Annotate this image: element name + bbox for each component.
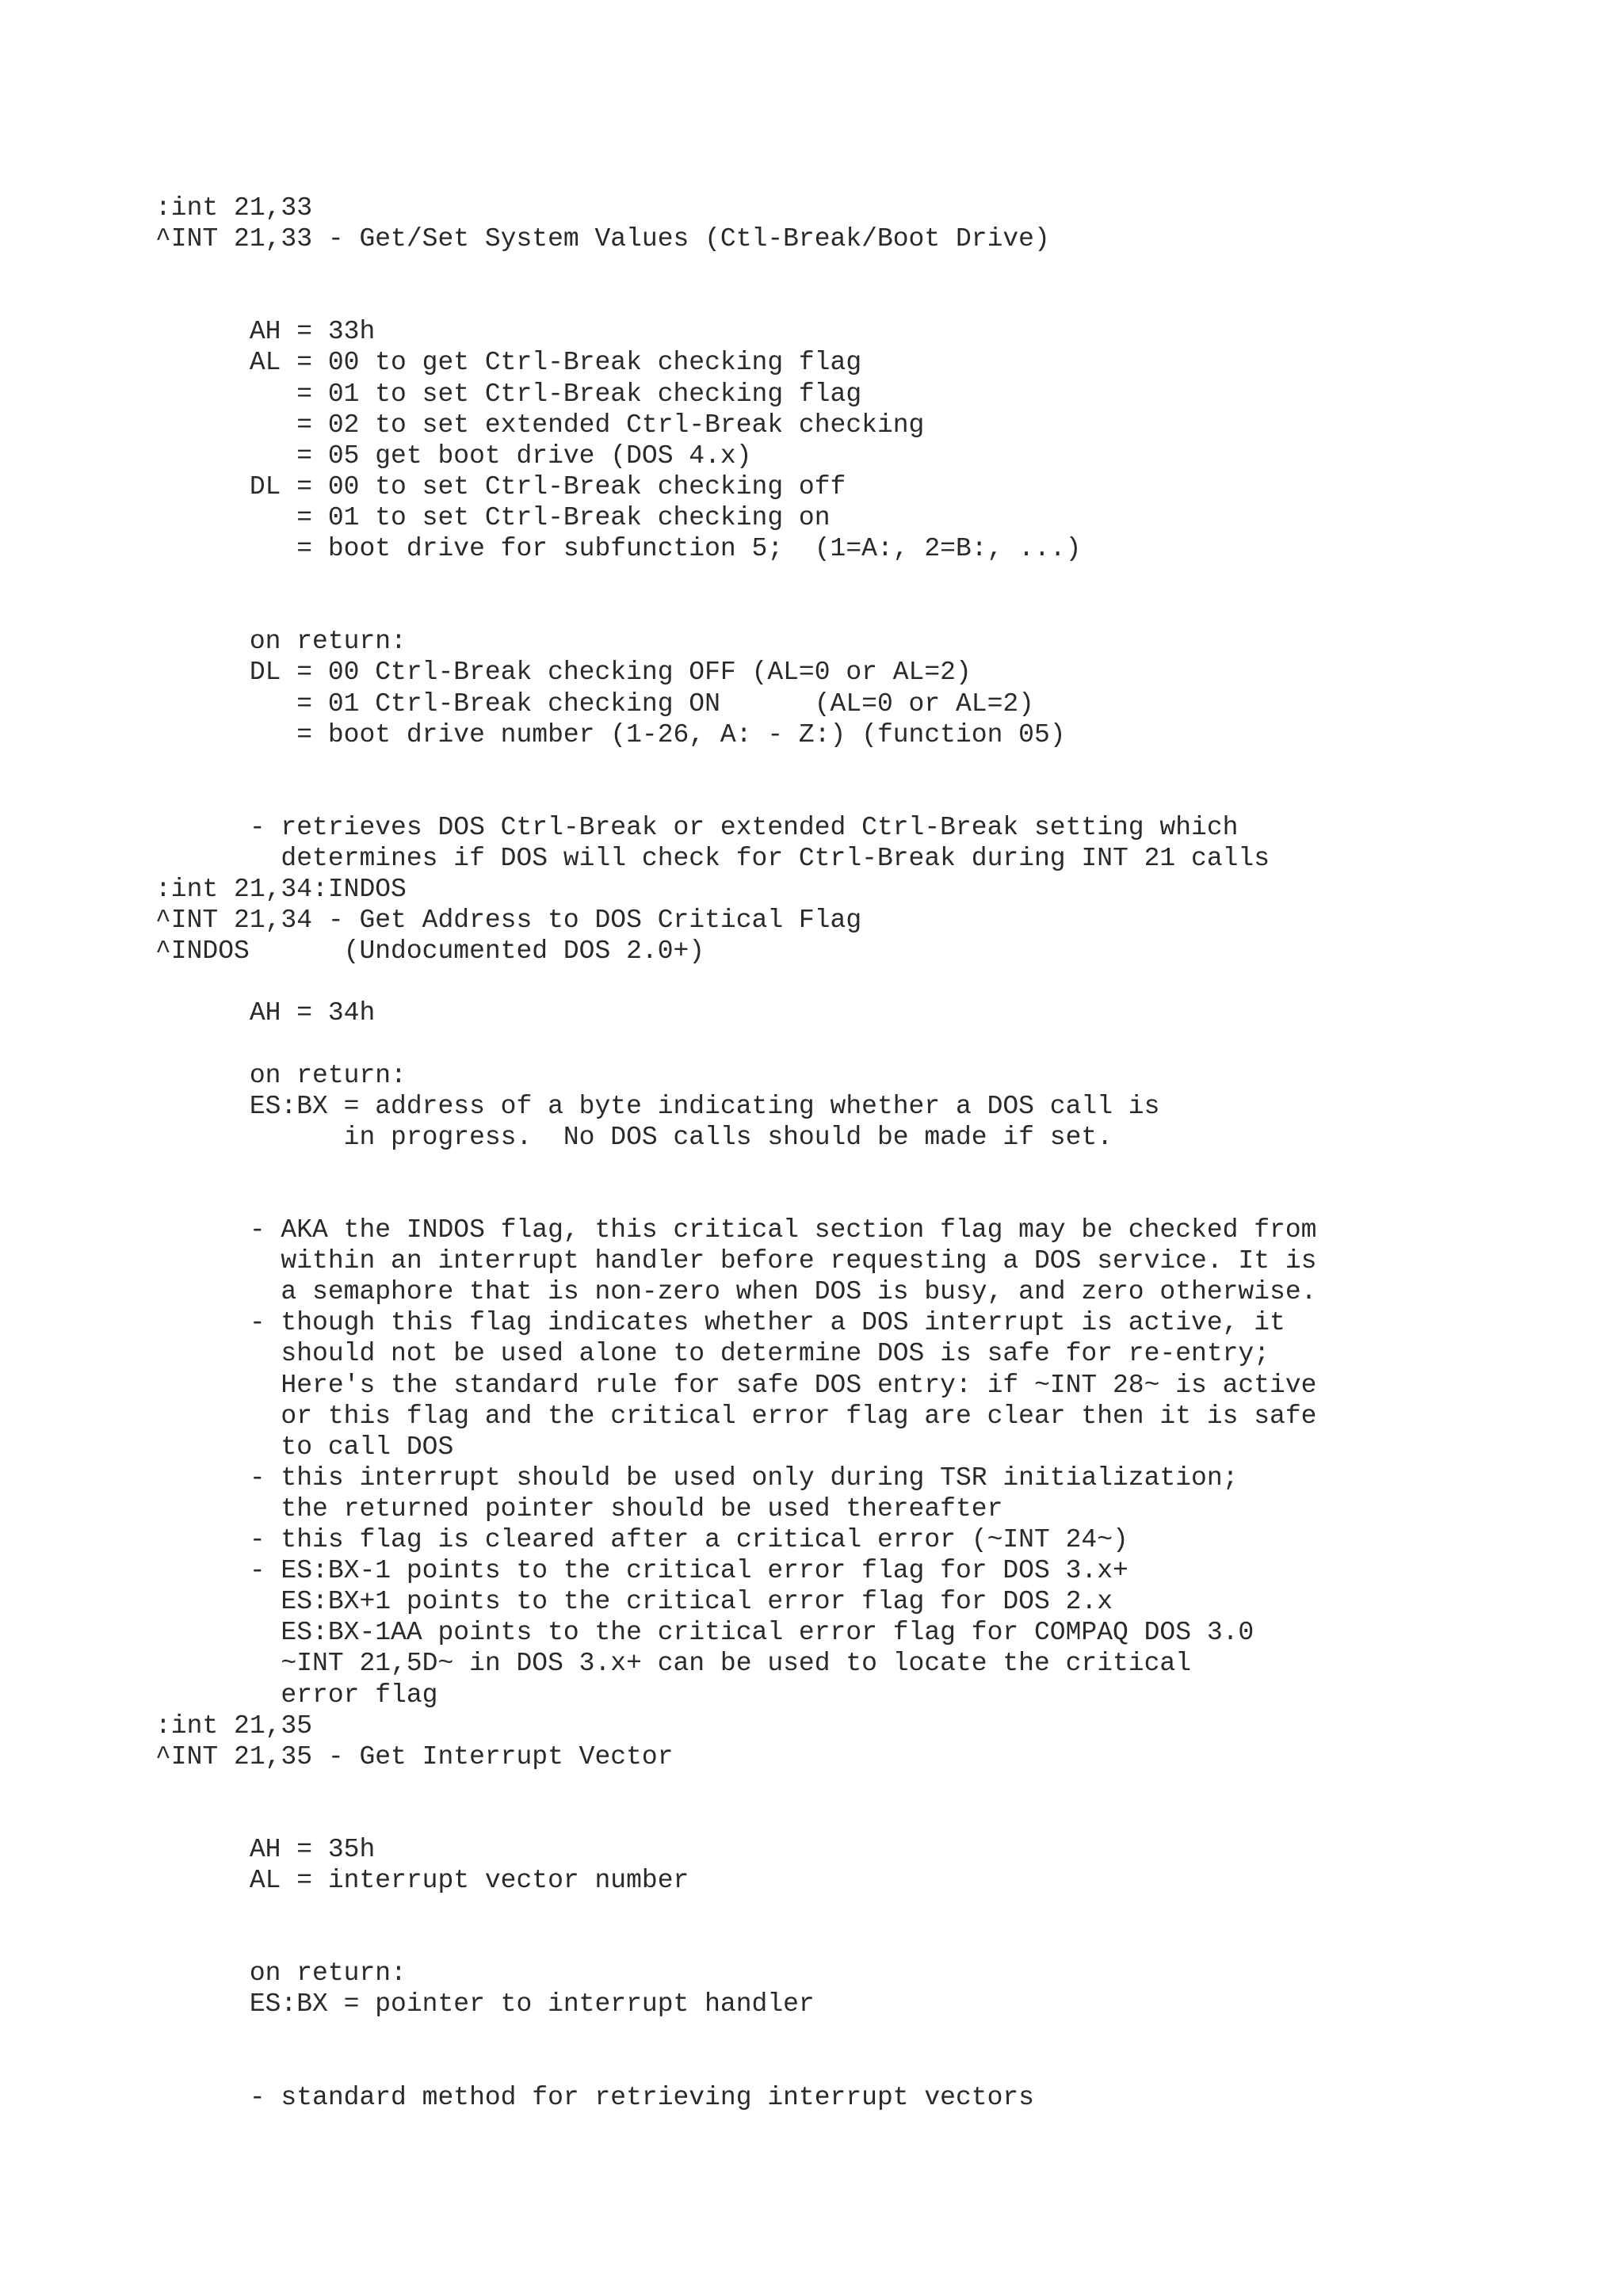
document-line [155, 1772, 1598, 1803]
document-line: ES:BX = pointer to interrupt handler [155, 1989, 815, 2019]
document-line: - this flag is cleared after a critical error (~INT 24~) [155, 1525, 1128, 1555]
document-line [155, 1896, 1598, 1927]
document-line: ^INT 21,34 - Get Address to DOS Critical Flag [155, 906, 862, 936]
document-line: DL = 00 to set Ctrl-Break checking off [155, 471, 846, 502]
document-line: = boot drive for subfunction 5; (1=A:, 2=B:, ...) [155, 534, 1082, 564]
document-line: in progress. No DOS calls should be made if set. [155, 1122, 1113, 1152]
document-line [155, 1153, 1598, 1184]
document-line: or this flag and the critical error flag are clear then it is safe [155, 1401, 1317, 1431]
document-line: = 05 get boot drive (DOS 4.x) [155, 441, 752, 471]
document-line: within an interrupt handler before requesting a DOS service. It is [155, 1246, 1317, 1276]
document-line [155, 750, 1598, 781]
document-line [155, 1029, 1598, 1060]
document-line: error flag [155, 1680, 438, 1710]
document-line: AH = 33h [155, 317, 376, 347]
document-line: = 02 to set extended Ctrl-Break checking [155, 410, 925, 440]
document-line: = 01 to set Ctrl-Break checking flag [155, 379, 862, 409]
document-line [155, 285, 1598, 316]
document-line: - AKA the INDOS flag, this critical section flag may be checked from [155, 1215, 1317, 1245]
document-line: to call DOS [155, 1432, 454, 1462]
document-line: ES:BX = address of a byte indicating whether a DOS call is [155, 1091, 1160, 1121]
document-line: AH = 35h [155, 1834, 376, 1864]
document-line: on return: [155, 627, 407, 657]
document-line [155, 1803, 1598, 1834]
document-line: ~INT 21,5D~ in DOS 3.x+ can be used to locate the critical [155, 1649, 1192, 1679]
document-line: AL = interrupt vector number [155, 1866, 689, 1896]
document-line: ^INDOS (Undocumented DOS 2.0+) [155, 936, 705, 967]
document-line: the returned pointer should be used thereafter [155, 1493, 1003, 1524]
document-line: ^INT 21,33 - Get/Set System Values (Ctl-Break/Boot Drive) [155, 224, 1050, 254]
document-line [155, 781, 1598, 812]
document-line: - this interrupt should be used only during TSR initialization; [155, 1463, 1239, 1493]
document-line [155, 2020, 1598, 2051]
document-line: = boot drive number (1-26, A: - Z:) (function 05) [155, 719, 1066, 749]
document-line: should not be used alone to determine DOS is safe for re-entry; [155, 1339, 1270, 1369]
document-line: - retrieves DOS Ctrl-Break or extended Ctrl-Break setting which [155, 812, 1239, 842]
document-line: :int 21,33 [155, 193, 313, 223]
document-line: Here's the standard rule for safe DOS entry: if ~INT 28~ is active [155, 1370, 1317, 1400]
document-line: ^INT 21,35 - Get Interrupt Vector [155, 1741, 674, 1772]
document-line: - ES:BX-1 points to the critical error flag for DOS 3.x+ [155, 1556, 1128, 1586]
document-line [155, 1184, 1598, 1215]
document-line [155, 2051, 1598, 2082]
document-line [155, 564, 1598, 595]
document-line [155, 595, 1598, 626]
document-line [155, 254, 1598, 285]
document-line: determines if DOS will check for Ctrl-Break during INT 21 calls [155, 843, 1270, 873]
document-line: a semaphore that is non-zero when DOS is busy, and zero otherwise. [155, 1277, 1317, 1307]
document-line [155, 967, 1598, 997]
document-line: ES:BX-1AA points to the critical error flag for COMPAQ DOS 3.0 [155, 1618, 1254, 1648]
document-line [155, 1927, 1598, 1958]
document-line: on return: [155, 1958, 407, 1989]
document-line: ES:BX+1 points to the critical error flag for DOS 2.x [155, 1587, 1113, 1617]
document-line: = 01 to set Ctrl-Break checking on [155, 502, 831, 532]
document-line: = 01 Ctrl-Break checking ON (AL=0 or AL=2) [155, 688, 1034, 719]
document-line: :int 21,35 [155, 1711, 313, 1741]
document-line: - though this flag indicates whether a DOS interrupt is active, it [155, 1308, 1285, 1338]
document-line: DL = 00 Ctrl-Break checking OFF (AL=0 or AL=2) [155, 658, 972, 688]
document-line: on return: [155, 1060, 407, 1090]
document-line: :int 21,34:INDOS [155, 875, 407, 905]
document-line: - standard method for retrieving interrupt vectors [155, 2082, 1034, 2112]
document-line: AL = 00 to get Ctrl-Break checking flag [155, 348, 862, 378]
document-page [155, 193, 1598, 2113]
document-line: AH = 34h [155, 998, 376, 1028]
